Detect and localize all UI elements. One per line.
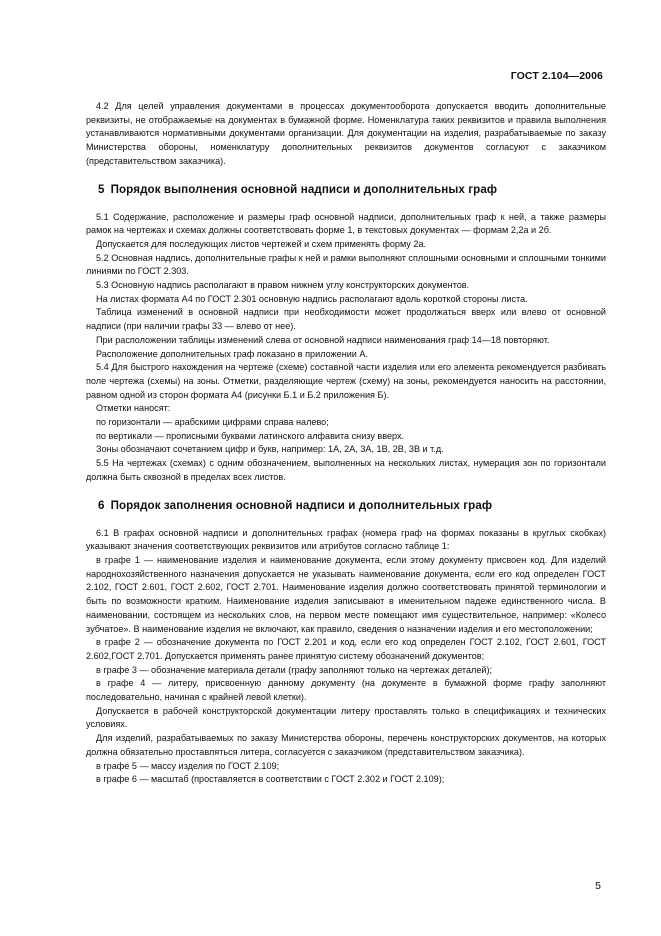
paragraph: в графе 1 — наименование изделия и наименование документа, если этому документу присвоен код. Для изделий народнохозяйственного назначения допускается не указывать наименование документа, если его код определен ГОСТ 2.102, ГОСТ 2.601, ГОСТ 2.602, ГОСТ 2.701. Наименование изделия должно соответствовать принятой терминологии и быть по возможности кратким. Наименование изделия записывают в именительном падеже единственного числа. В наименовании, состоящем из нескольких слов, на первом месте помещают имя существительное, например: «Колесо зубчатое». В наименование изделия не включают, как правило, сведения о назначении изделия и его местоположении; — [86, 554, 606, 634]
paragraph: При расположении таблицы изменений слева от основной надписи наименования граф 14—18 повторяют. — [96, 334, 550, 345]
paragraph: 5.3 Основную надпись располагают в правом нижнем углу конструкторских документов. — [96, 280, 470, 291]
paragraph: Отметки наносят: — [96, 403, 171, 414]
paragraph: 5.1 Содержание, расположение и размеры граф основной надписи, дополнительных граф к ней, а также размеры рамок на чертежах и схемах должны соответствовать форме 1, в текстовых документах — формам 2,2а и 2б. — [86, 211, 606, 236]
document-code: ГОСТ 2.104—2006 — [510, 70, 603, 82]
section-6-heading — [98, 499, 606, 513]
section-5-heading — [98, 183, 606, 197]
paragraph: 5.4 Для быстрого нахождения на чертеже (схеме) составной части изделия или его элемента рекомендуется разбивать поле чертежа (схемы) на зоны. Отметки, разделяющие чертеж (схему) на зоны, рекомендуется наносить на расстоянии, равном одной из сторон формата А4 (рисунки Б.1 и Б.2 приложения Б). — [86, 362, 606, 400]
page-number: 5 — [595, 880, 601, 892]
paragraph: в графе 3 — обозначение материала детали (графу заполняют только на чертежах деталей); — [96, 664, 493, 675]
list-item: по вертикали — прописными буквами латинского алфавита снизу вверх. — [96, 430, 405, 441]
paragraph: Допускается для последующих листов чертежей и схем применять форму 2а. — [96, 238, 427, 249]
document-body — [86, 100, 606, 787]
list-item: по горизонтали — арабскими цифрами справа налево; — [96, 417, 329, 428]
paragraph-4-2: 4.2 Для целей управления документами в процессах документооборота допускается вводить дополнительные реквизиты, не отображаемые на документах в бумажной форме. Номенклатура таких реквизитов и правила выполнения устанавливаются нормативными документами организации. Для документации на изделия, разрабатываемые по заказу Министерства обороны, номенклатуру дополнительных реквизитов документов согласуют с заказчиком (представительством заказчика). — [86, 101, 606, 166]
paragraph: 5.5 На чертежах (схемах) с одним обозначением, выполненных на нескольких листах, нумерация зон по горизонтали должна быть сквозной в пределах всех листов. — [86, 458, 606, 482]
paragraph: в графе 4 — литеру, присвоенную данному документу (на документе в бумажной форме графу заполняют последовательно, начиная с крайней левой клетки). — [86, 678, 606, 703]
paragraph: 6.1 В графах основной надписи и дополнительных графах (номера граф на формах показаны в круглых скобках) указывают значения соответствующих реквизитов или атрибутов согласно таблице 1: — [86, 527, 606, 552]
paragraph: Допускается в рабочей конструкторской документации литеру проставлять только в спецификациях и технических условиях. — [86, 705, 606, 730]
paragraph: в графе 5 — массу изделия по ГОСТ 2.109; — [96, 760, 280, 771]
paragraph: Расположение дополнительных граф показано в приложении А. — [96, 348, 368, 359]
paragraph: На листах формата А4 по ГОСТ 2.301 основную надпись располагают вдоль короткой стороны листа. — [96, 293, 528, 304]
paragraph: 5.2 Основная надпись, дополнительные графы к ней и рамки выполняют сплошными основными и сплошными тонкими линиями по ГОСТ 2.303. — [86, 252, 606, 277]
paragraph: в графе 2 — обозначение документа по ГОСТ 2.201 и код, если его код определен ГОСТ 2.102, ГОСТ 2.601, ГОСТ 2.602,ГОСТ 2.701. Допускается применять ранее принятую систему обозначений документов; — [86, 637, 606, 661]
section-6-title: Порядок заполнения основной надписи и дополнительных граф — [110, 498, 493, 512]
section-5-title: Порядок выполнения основной надписи и дополнительных граф — [110, 182, 498, 196]
paragraph: в графе 6 — масштаб (проставляется в соответствии с ГОСТ 2.302 и ГОСТ 2.109); — [96, 774, 445, 785]
paragraph: Зоны обозначают сочетанием цифр и букв, например: 1А, 2А, 3А, 1В, 2В, 3В и т.д. — [96, 444, 444, 455]
paragraph: Для изделий, разрабатываемых по заказу Министерства обороны, перечень конструкторских документов, на которых должна обязательно проставляться литера, согласуется с заказчиком (представительством заказчика). — [86, 733, 606, 757]
paragraph: Таблица изменений в основной надписи при необходимости может продолжаться вверх или влево от основной надписи (при наличии графы 33 — влево от нее). — [86, 307, 606, 332]
section-5-number: 5 — [98, 182, 105, 196]
section-6-number: 6 — [98, 498, 105, 512]
